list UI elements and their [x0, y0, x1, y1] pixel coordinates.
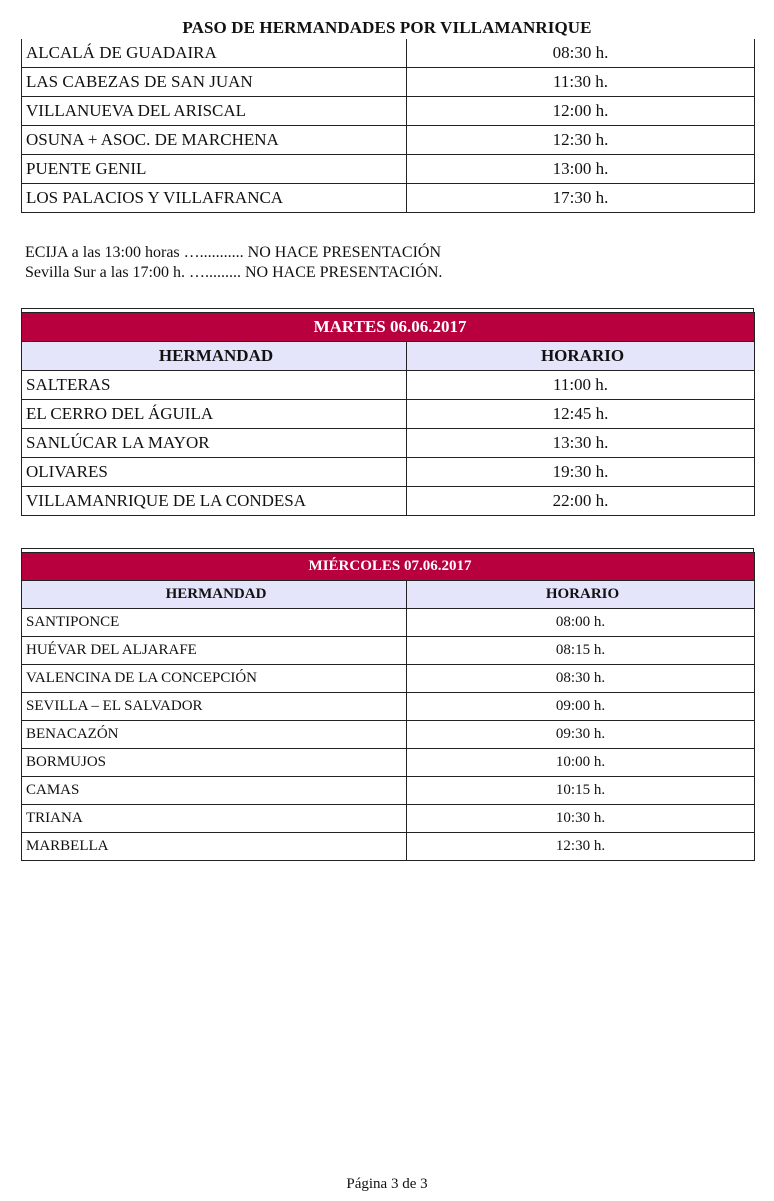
- day-banner: [22, 313, 755, 342]
- table-row: [22, 400, 755, 429]
- table-row: [22, 693, 755, 721]
- note-line: ECIJA a las 13:00 horas …........... NO HACE PRESENTACIÓN: [25, 244, 442, 261]
- table-header-row: [22, 342, 755, 371]
- schedule-table-continued: [21, 39, 755, 213]
- day-banner-label: MARTES 06.06.2017: [22, 313, 755, 342]
- hermandad-cell: SEVILLA – EL SALVADOR: [22, 693, 407, 721]
- table-row: [22, 97, 755, 126]
- hermandad-cell: SANTIPONCE: [22, 609, 407, 637]
- table-row: [22, 777, 755, 805]
- column-header-hermandad: HERMANDAD: [22, 581, 407, 609]
- hermandad-cell: VILLAMANRIQUE DE LA CONDESA: [22, 487, 407, 516]
- horario-cell: 12:30 h.: [407, 126, 755, 155]
- hermandad-cell: LAS CABEZAS DE SAN JUAN: [22, 68, 407, 97]
- table-row: [22, 371, 755, 400]
- hermandad-cell: CAMAS: [22, 777, 407, 805]
- hermandad-cell: SANLÚCAR LA MAYOR: [22, 429, 407, 458]
- column-header-horario: HORARIO: [407, 342, 755, 371]
- horario-cell: 08:00 h.: [407, 609, 755, 637]
- table-row: [22, 665, 755, 693]
- martes-body: [22, 313, 755, 516]
- horario-cell: 13:00 h.: [407, 155, 755, 184]
- table-row: [22, 184, 755, 213]
- hermandad-cell: HUÉVAR DEL ALJARAFE: [22, 637, 407, 665]
- hermandad-cell: PUENTE GENIL: [22, 155, 407, 184]
- table-row: [22, 487, 755, 516]
- table-row: [22, 805, 755, 833]
- column-header-horario: HORARIO: [407, 581, 755, 609]
- horario-cell: 17:30 h.: [407, 184, 755, 213]
- horario-cell: 19:30 h.: [407, 458, 755, 487]
- miercoles-body: [22, 553, 755, 861]
- hermandad-cell: EL CERRO DEL ÁGUILA: [22, 400, 407, 429]
- table-row: [22, 39, 755, 68]
- hermandad-cell: BORMUJOS: [22, 749, 407, 777]
- table-row: [22, 458, 755, 487]
- hermandad-cell: VALENCINA DE LA CONCEPCIÓN: [22, 665, 407, 693]
- horario-cell: 12:45 h.: [407, 400, 755, 429]
- horario-cell: 08:30 h.: [407, 665, 755, 693]
- schedule-table-miercoles: [21, 552, 755, 861]
- horario-cell: 12:00 h.: [407, 97, 755, 126]
- hermandad-cell: SALTERAS: [22, 371, 407, 400]
- day-banner-label: MIÉRCOLES 07.06.2017: [22, 553, 755, 581]
- hermandad-cell: TRIANA: [22, 805, 407, 833]
- table-row: [22, 429, 755, 458]
- horario-cell: 09:30 h.: [407, 721, 755, 749]
- hermandad-cell: LOS PALACIOS Y VILLAFRANCA: [22, 184, 407, 213]
- page-footer: Página 3 de 3: [346, 1176, 428, 1192]
- table-row: [22, 721, 755, 749]
- hermandad-cell: OSUNA + ASOC. DE MARCHENA: [22, 126, 407, 155]
- horario-cell: 11:30 h.: [407, 68, 755, 97]
- table-row: [22, 833, 755, 861]
- table-row: [22, 637, 755, 665]
- horario-cell: 22:00 h.: [407, 487, 755, 516]
- horario-cell: 10:00 h.: [407, 749, 755, 777]
- horario-cell: 12:30 h.: [407, 833, 755, 861]
- hermandad-cell: ALCALÁ DE GUADAIRA: [22, 39, 407, 68]
- horario-cell: 09:00 h.: [407, 693, 755, 721]
- hermandad-cell: BENACAZÓN: [22, 721, 407, 749]
- table-header-row: [22, 581, 755, 609]
- schedule-table-martes: [21, 312, 755, 516]
- horario-cell: 13:30 h.: [407, 429, 755, 458]
- horario-cell: 10:15 h.: [407, 777, 755, 805]
- note-line: Sevilla Sur a las 17:00 h. …......... NO HACE PRESENTACIÓN.: [25, 264, 443, 281]
- table-row: [22, 155, 755, 184]
- horario-cell: 08:15 h.: [407, 637, 755, 665]
- table-row: [22, 609, 755, 637]
- column-header-hermandad: HERMANDAD: [22, 342, 407, 371]
- table-row: [22, 126, 755, 155]
- horario-cell: 11:00 h.: [407, 371, 755, 400]
- day-banner: [22, 553, 755, 581]
- hermandad-cell: OLIVARES: [22, 458, 407, 487]
- notes-block: [25, 243, 442, 283]
- hermandad-cell: VILLANUEVA DEL ARISCAL: [22, 97, 407, 126]
- schedule-body-continued: [22, 39, 755, 213]
- table-row: [22, 68, 755, 97]
- horario-cell: 10:30 h.: [407, 805, 755, 833]
- horario-cell: 08:30 h.: [407, 39, 755, 68]
- document-title: PASO DE HERMANDADES POR VILLAMANRIQUE: [182, 18, 592, 37]
- table-row: [22, 749, 755, 777]
- hermandad-cell: MARBELLA: [22, 833, 407, 861]
